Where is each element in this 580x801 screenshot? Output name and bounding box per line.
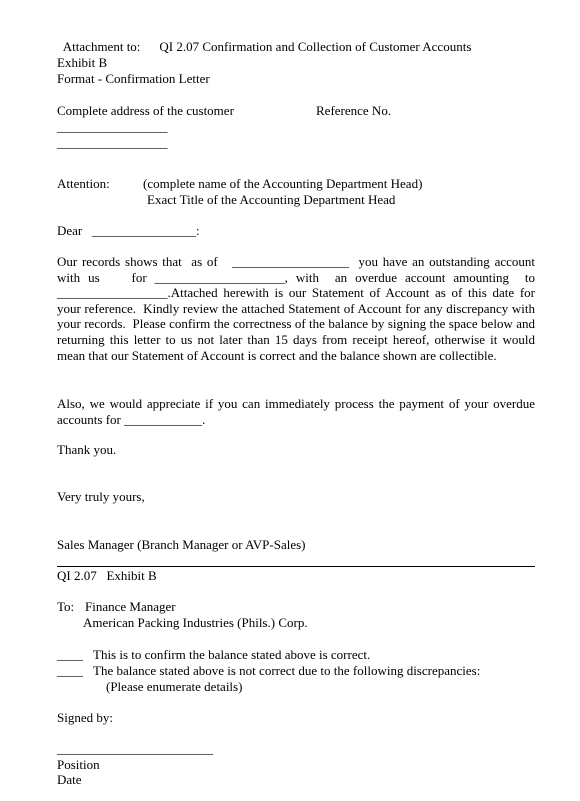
customer-address-label: Complete address of the customer [57,103,234,118]
date-label: Date [57,772,82,787]
reply-to-name: Finance Manager [85,599,176,614]
signed-by-label: Signed by: [57,710,113,725]
reply-slip-heading: QI 2.07 Exhibit B [57,568,157,583]
body-paragraph-2: Also, we would appreciate if you can immediately process the payment of your overdue accounts for ____________. [57,396,539,427]
attachment-label: Attachment to: [62,39,141,54]
signature-line[interactable]: ________________________ [57,741,213,756]
reference-number-label: Reference No. [316,103,392,118]
option-incorrect-blank[interactable]: ____ [57,663,83,678]
option-incorrect-note: (Please enumerate details) [106,679,243,694]
reply-to-company: American Packing Industries (Phils.) Corp. [83,615,308,630]
body-paragraph-1: Our records shows that as of __________________ you have an outstanding account with us for ____________________, with an overdue account amounting to _________________.Attached herewith is our Statement of Account as of this date for your reference. Kindly review the attached Statement of Account for any discrepancy with your records. Please confirm the correctness of the balance by signing the space below and returning this letter to us not later than 15 days from receipt hereof, otherwise it would mean that our Statement of Account is correct and the balance shown are collectible. [57,254,539,363]
option-correct-blank[interactable]: ____ [57,647,83,662]
salutation: Dear ________________: [57,223,200,238]
format-label: Format - Confirmation Letter [57,71,210,86]
exhibit-label: Exhibit B [57,55,108,70]
position-label: Position [57,757,100,772]
attachment-line [57,24,471,54]
address-blank-line-1: _________________ [57,119,168,134]
reply-to-label: To: [57,599,75,614]
thank-you-line: Thank you. [57,442,117,457]
option-correct-text: This is to confirm the balance stated above is correct. [93,647,371,662]
option-incorrect-text: The balance stated above is not correct due to the following discrepancies: [93,663,481,678]
address-blank-line-2: _________________ [57,135,168,150]
cut-divider [57,566,535,567]
closing-line: Very truly yours, [57,489,145,504]
attachment-title: QI 2.07 Confirmation and Collection of Customer Accounts [159,39,472,54]
signatory-line: Sales Manager (Branch Manager or AVP-Sales) [57,537,306,552]
attention-title: Exact Title of the Accounting Department Head [147,192,396,207]
attention-name: (complete name of the Accounting Department Head) [143,176,423,191]
attention-label: Attention: [57,176,110,191]
